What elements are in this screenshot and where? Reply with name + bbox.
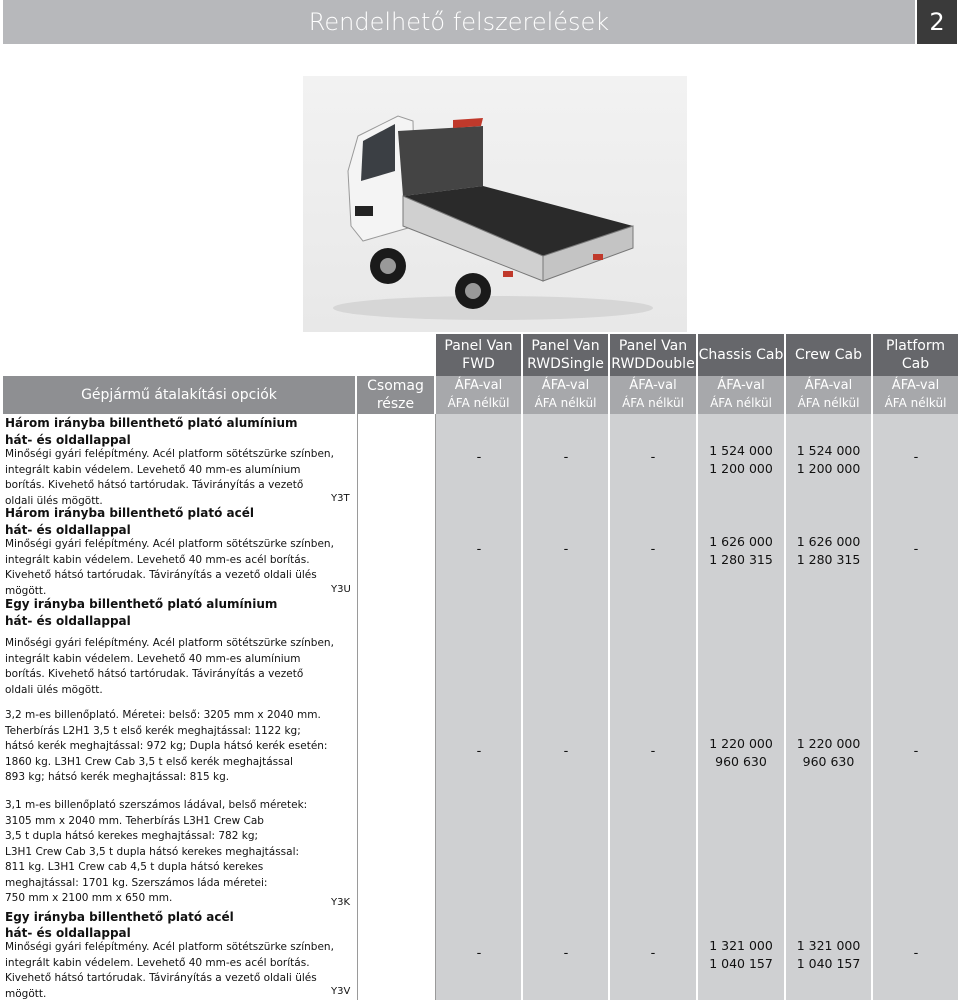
description-line: Teherbírás L2H1 3,5 t első kerék meghajtással: 1122 kg; (5, 724, 301, 737)
page-number: 2 (917, 0, 957, 44)
column-header-panel-van-rwdsingle (523, 334, 608, 376)
column-bg-panel-van-fwd (436, 334, 521, 1000)
column-header-platform-cab (873, 334, 958, 376)
column-header-chassis-cab (698, 334, 784, 376)
price-chassis-cab (698, 442, 784, 478)
vat-without-label: ÁFA nélkül (884, 396, 947, 410)
column-bg-chassis-cab (698, 334, 784, 1000)
vat-with-label: ÁFA-val (717, 378, 765, 393)
price-with-vat: 1 524 000 (796, 443, 861, 458)
price-chassis-cab (698, 735, 784, 771)
price-without-vat: 1 200 000 (796, 461, 861, 476)
description-line: 893 kg; hátsó kerék meghajtással: 815 kg. (5, 771, 230, 783)
vat-header (873, 376, 958, 414)
option-subtitle: hát- és oldallappal (5, 433, 131, 447)
package-code: Y3T (331, 493, 350, 504)
description-line: 3105 mm x 2040 mm. Teherbírás L3H1 Crew Cab (5, 814, 264, 827)
price-dash: - (476, 542, 482, 557)
package-column (357, 414, 436, 1000)
description-line: mögött. (5, 584, 47, 597)
price-with-vat: 1 220 000 (709, 736, 773, 751)
option-subtitle: hát- és oldallappal (5, 523, 131, 537)
price-chassis-cab (698, 533, 784, 569)
vat-header (698, 376, 784, 414)
price-with-vat: 1 321 000 (709, 938, 773, 953)
description-line: Minőségi gyári felépítmény. Acél platform sötétszürke színben, (5, 637, 334, 649)
column-header-line1: Platform (885, 338, 946, 354)
option-description (5, 537, 335, 599)
option-description (5, 940, 335, 1002)
truck-photo (303, 76, 687, 332)
price-without-vat: 960 630 (802, 754, 855, 769)
description-line: 811 kg. L3H1 Crew cab 4,5 t dupla hátsó kerekes (5, 861, 264, 873)
column-header-panel-van-rwddouble (610, 334, 696, 376)
description-line: hátsó kerék meghajtással: 972 kg; Dupla hátsó kerék esetén: (5, 740, 328, 752)
column-header-line2: FWD (462, 356, 495, 372)
package-header (357, 376, 434, 415)
price-dash: - (650, 542, 656, 557)
description-line: borítás. Kivehető hátsó tartórudak. Távirányítás a vezető (5, 668, 304, 680)
column-header-line2: Cab (901, 356, 930, 372)
price-with-vat: 1 524 000 (709, 443, 773, 458)
price-with-vat: 1 626 000 (709, 534, 773, 549)
price-dash: - (913, 542, 919, 557)
price-dash: - (476, 946, 482, 961)
column-header-crew-cab (786, 334, 871, 376)
option-title: Három irányba billenthető plató alumínium (5, 416, 298, 430)
price-with-vat: 1 321 000 (796, 938, 861, 953)
vat-without-label: ÁFA nélkül (710, 396, 772, 410)
price-dash: - (913, 946, 919, 961)
price-dash: - (563, 744, 569, 759)
vat-without-label: ÁFA nélkül (622, 396, 684, 410)
price-crew-cab (786, 735, 871, 771)
description-line: L3H1 Crew Cab 3,5 t dupla hátsó kerekes meghajtással: (5, 845, 300, 858)
column-bg-platform-cab (873, 334, 958, 1000)
page-title: Rendelhető felszerelések (308, 8, 610, 36)
price-dash: - (563, 542, 569, 557)
column-bg-panel-van-rwddouble (610, 334, 696, 1000)
column-header-line2: RWDSingle (527, 356, 604, 372)
vat-without-label: ÁFA nélkül (797, 396, 860, 410)
vat-header (786, 376, 871, 414)
description-line: 3,2 m-es billenőplató. Méretei: belső: 3205 mm x 2040 mm. (5, 709, 321, 721)
price-dash: - (563, 450, 569, 465)
column-header-line1: Panel Van (531, 338, 600, 354)
price-without-vat: 1 040 157 (709, 956, 773, 971)
description-line: 1860 kg. L3H1 Crew Cab 3,5 t első kerék meghajtással (5, 755, 293, 768)
price-dash: - (650, 946, 656, 961)
vat-without-label: ÁFA nélkül (447, 396, 510, 410)
options-header: Gépjármű átalakítási opciók (3, 376, 355, 414)
price-dash: - (913, 450, 919, 465)
price-dash: - (650, 450, 656, 465)
vat-with-label: ÁFA-val (891, 378, 940, 393)
description-line: Minőségi gyári felépítmény. Acél platform sötétszürke színben, (5, 538, 334, 550)
package-code: Y3K (331, 897, 351, 908)
price-without-vat: 1 280 315 (796, 552, 861, 567)
description-line: borítás. Kivehető hátsó tartórudak. Távirányítás a vezető (5, 479, 304, 491)
description-line: Kivehető hátsó tartórudak. Távirányítás a vezető oldali ülés (5, 569, 317, 581)
description-line: meghajtással: 1701 kg. Szerszámos láda méretei: (5, 876, 268, 889)
vat-with-label: ÁFA-val (629, 378, 677, 393)
tipper-truck-image (303, 76, 687, 332)
option-description (5, 798, 335, 907)
price-without-vat: 960 630 (715, 754, 767, 769)
price-without-vat: 1 040 157 (796, 956, 861, 971)
vat-header (523, 376, 608, 414)
column-header-line1: Chassis Cab (698, 347, 784, 363)
description-line: oldali ülés mögött. (5, 683, 103, 696)
option-description (5, 636, 335, 698)
package-code: Y3V (331, 986, 351, 997)
description-line: 3,1 m-es billenőplató szerszámos ládával, belső méretek: (5, 799, 308, 811)
price-dash: - (476, 744, 482, 759)
vat-with-label: ÁFA-val (454, 378, 503, 393)
vat-with-label: ÁFA-val (804, 378, 853, 393)
package-header-label: Csomag része (367, 378, 424, 412)
description-line: integrált kabin védelem. Levehető 40 mm-es alumínium (5, 652, 301, 665)
price-with-vat: 1 220 000 (796, 736, 861, 751)
vat-header (610, 376, 696, 414)
column-bg-crew-cab (786, 334, 871, 1000)
description-line: mögött. (5, 987, 47, 1000)
price-without-vat: 1 280 315 (709, 552, 773, 567)
column-header-line1: Panel Van (618, 338, 688, 354)
price-crew-cab (786, 442, 871, 478)
price-with-vat: 1 626 000 (796, 534, 861, 549)
option-subtitle: hát- és oldallappal (5, 926, 131, 940)
description-line: 3,5 t dupla hátsó kerekes meghajtással: 782 kg; (5, 830, 259, 842)
price-crew-cab (786, 937, 871, 973)
description-line: integrált kabin védelem. Levehető 40 mm-es acél borítás. (5, 553, 310, 566)
description-line: Kivehető hátsó tartórudak. Távirányítás a vezető oldali ülés (5, 972, 317, 984)
column-header-line1: Crew Cab (795, 347, 862, 363)
price-dash: - (650, 744, 656, 759)
page-header (3, 0, 915, 44)
description-line: Minőségi gyári felépítmény. Acél platform sötétszürke színben, (5, 941, 334, 953)
description-line: Minőségi gyári felépítmény. Acél platform sötétszürke színben, (5, 448, 334, 460)
option-title: Egy irányba billenthető plató alumínium (5, 597, 278, 611)
column-bg-panel-van-rwdsingle (523, 334, 608, 1000)
price-without-vat: 1 200 000 (709, 461, 773, 476)
column-header-panel-van-fwd (436, 334, 521, 376)
option-description (5, 708, 335, 786)
option-description (5, 447, 335, 509)
vat-with-label: ÁFA-val (541, 378, 590, 393)
option-title: Három irányba billenthető plató acél (5, 506, 254, 520)
price-dash: - (913, 744, 919, 759)
description-line: integrált kabin védelem. Levehető 40 mm-es acél borítás. (5, 956, 310, 969)
package-code: Y3U (331, 584, 351, 595)
price-dash: - (476, 450, 482, 465)
price-dash: - (563, 946, 569, 961)
price-chassis-cab (698, 937, 784, 973)
column-header-line2: RWDDouble (611, 356, 695, 372)
description-line: 750 mm x 2100 mm x 650 mm. (5, 892, 173, 904)
column-header-line1: Panel Van (444, 338, 513, 354)
option-subtitle: hát- és oldallappal (5, 614, 131, 628)
option-title: Egy irányba billenthető plató acél (5, 910, 234, 924)
price-crew-cab (786, 533, 871, 569)
vat-without-label: ÁFA nélkül (534, 396, 597, 410)
vat-header (436, 376, 521, 414)
description-line: oldali ülés mögött. (5, 494, 103, 507)
description-line: integrált kabin védelem. Levehető 40 mm-es alumínium (5, 463, 301, 476)
